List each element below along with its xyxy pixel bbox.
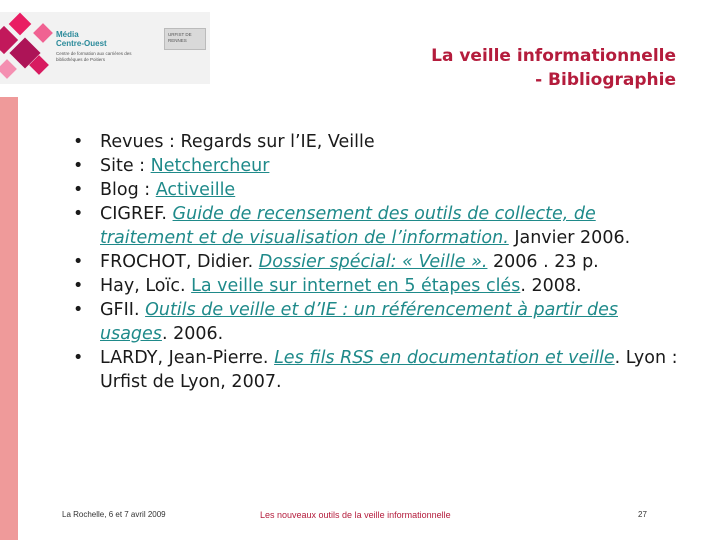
list-item [70,298,690,346]
fils-rss-link[interactable]: Les fils RSS en documentation et veille [274,348,615,368]
logo-title [56,30,107,48]
footer-date: La Rochelle, 6 et 7 avril 2009 [62,510,166,519]
list-item-text: . Lyon : Urfist de Lyon, 2007. [100,348,678,392]
logo-subtitle: Centre de formation aux carrières des bibliothèques de Poitiers [56,51,132,62]
bibliography-list [70,130,690,394]
logo [0,12,210,84]
logo-cubes-icon [0,12,60,84]
list-item [70,274,690,298]
logo-title-line2: Centre-Ouest [56,39,107,48]
list-item [70,202,690,250]
slide-title [431,44,676,92]
list-item [70,154,690,178]
cigref-guide-link[interactable]: Guide de recensement des outils de collecte, de traitement et de visualisation de l’information. [100,204,596,248]
page-number: 27 [638,510,647,519]
list-item [70,250,690,274]
netchercheur-link[interactable]: Netchercheur [150,156,270,176]
list-item-text: FROCHOT, Didier. [100,252,259,272]
dossier-veille-link[interactable]: Dossier spécial: « Veille ». [258,252,488,272]
list-item-text: . 2006. [161,324,224,344]
veille-internet-link[interactable]: La veille sur internet en 5 étapes clés [191,276,521,296]
list-item-text: 2006 . 23 p. [487,252,599,272]
footer-title: Les nouveaux outils de la veille informationnelle [260,510,451,520]
slide-title-line2: - Bibliographie [535,70,676,90]
list-item-text: Hay, Loïc. [100,276,192,296]
list-item-text: Site : [100,156,151,176]
slide-title-line1: La veille informationnelle [431,46,676,66]
sidebar-decoration [0,97,18,540]
activeille-link[interactable]: Activeille [155,180,236,200]
list-item-text: LARDY, Jean-Pierre. [100,348,275,368]
list-item-text: Revues : Regards sur l’IE, Veille [100,132,375,152]
list-item [70,346,690,394]
logo-title-line1: Média [56,30,79,39]
partner-logo [164,28,206,50]
partner-logo-text: URFIST DE RENNES [168,32,192,43]
outils-veille-ie-link[interactable]: Outils de veille et d’IE : un référencement à partir des usages [100,300,618,344]
list-item-text: Blog : [100,180,156,200]
list-item [70,178,690,202]
list-item-text: Janvier 2006. [508,228,631,248]
list-item [70,130,690,154]
list-item-text: . 2008. [520,276,582,296]
list-item-text: CIGREF. [100,204,173,224]
list-item-text: GFII. [100,300,146,320]
